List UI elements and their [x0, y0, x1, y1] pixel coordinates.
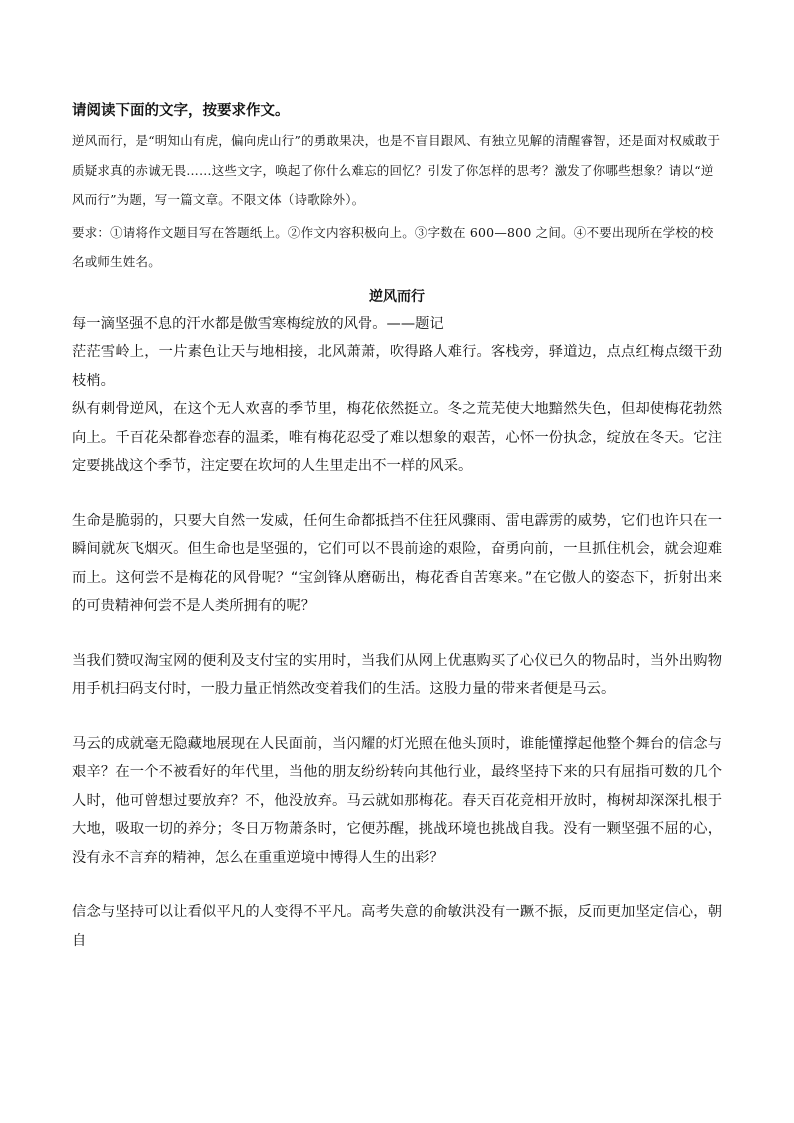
essay-paragraph: 当我们赞叹淘宝网的便利及支付宝的实用时，当我们从网上优惠购买了心仪已久的物品时，当外出购物用手机扫码支付时，一股力量正悄然改变着我们的生活。这股力量的带来者便是马云。 — [72, 652, 722, 697]
prompt-requirements: 要求：①请将作文题目写在答题纸上。②作文内容积极向上。③字数在 600—800 之间。④不要出现所在学校的校名或师生姓名。 — [72, 224, 714, 269]
essay-title: 逆风而行 — [369, 288, 425, 305]
essay-paragraph: 茫茫雪岭上，一片素色让天与地相接，北风萧萧，吹得路人难行。客栈旁，驿道边，点点红梅点缀干劲枝梢。 — [72, 344, 722, 389]
essay-paragraph: 纵有刺骨逆风，在这个无人欢喜的季节里，梅花依然挺立。冬之荒芜使大地黯然失色，但却使梅花勃然向上。千百花朵都眷恋春的温柔，唯有梅花忍受了难以想象的艰苦，心怀一份执念，绽放在冬天。它注定要挑战这个季节，注定要在坎坷的人生里走出不一样的风采。 — [72, 401, 722, 474]
document-content — [72, 98, 722, 955]
paragraph-spacer — [72, 704, 722, 730]
essay-paragraph: 马云的成就毫无隐藏地展现在人民面前，当闪耀的灯光照在他头顶时，谁能懂撑起他整个舞台的信念与艰辛？在一个不被看好的年代里，当他的朋友纷纷转向其他行业，最终坚持下来的只有屈指可数的几个人时，他可曾想过要放弃？不，他没放弃。马云就如那梅花。春天百花竞相开放时，梅树却深深扎根于大地，吸取一切的养分；冬日万物萧条时，它便苏醒，挑战环境也挑战自我。没有一颗坚强不屈的心，没有永不言弃的精神，怎么在重重逆境中博得人生的出彩？ — [72, 735, 722, 866]
paragraph-spacer — [72, 872, 722, 898]
paragraph-spacer — [72, 621, 722, 647]
essay-paragraph: 生命是脆弱的，只要大自然一发威，任何生命都抵挡不住狂风骤雨、雷电霹雳的威势，它们也许只在一瞬间就灰飞烟灭。但生命也是坚强的，它们可以不畏前途的艰险，奋勇向前，一旦抓住机会，就会迎难而上。这何尝不是梅花的风骨呢？“宝剑锋从磨砺出，梅花香自苦寒来。”在它傲人的姿态下，折射出来的可贵精神何尝不是人类所拥有的呢？ — [72, 512, 722, 614]
essay-epigraph: 每一滴坚强不息的汗水都是傲雪寒梅绽放的风骨。——题记 — [72, 315, 444, 332]
essay-paragraph: 信念与坚持可以让看似平凡的人变得不平凡。高考失意的俞敏洪没有一蹶不振，反而更加坚定信心，朝自 — [72, 904, 722, 949]
paragraph-spacer — [72, 481, 722, 507]
prompt-heading: 请阅读下面的文字，按要求作文。 — [72, 103, 290, 119]
prompt-body: 逆风而行，是“明知山有虎，偏向虎山行”的勇敢果决，也是不盲目跟风、有独立见解的清醒睿智，还是面对权威敢于质疑求真的赤诚无畏……这些文字，唤起了你什么难忘的回忆？引发了你怎样的思考？激发了你哪些想象？请以“逆风而行”为题，写一篇文章。不限文体（诗歌除外）。 — [72, 133, 721, 207]
